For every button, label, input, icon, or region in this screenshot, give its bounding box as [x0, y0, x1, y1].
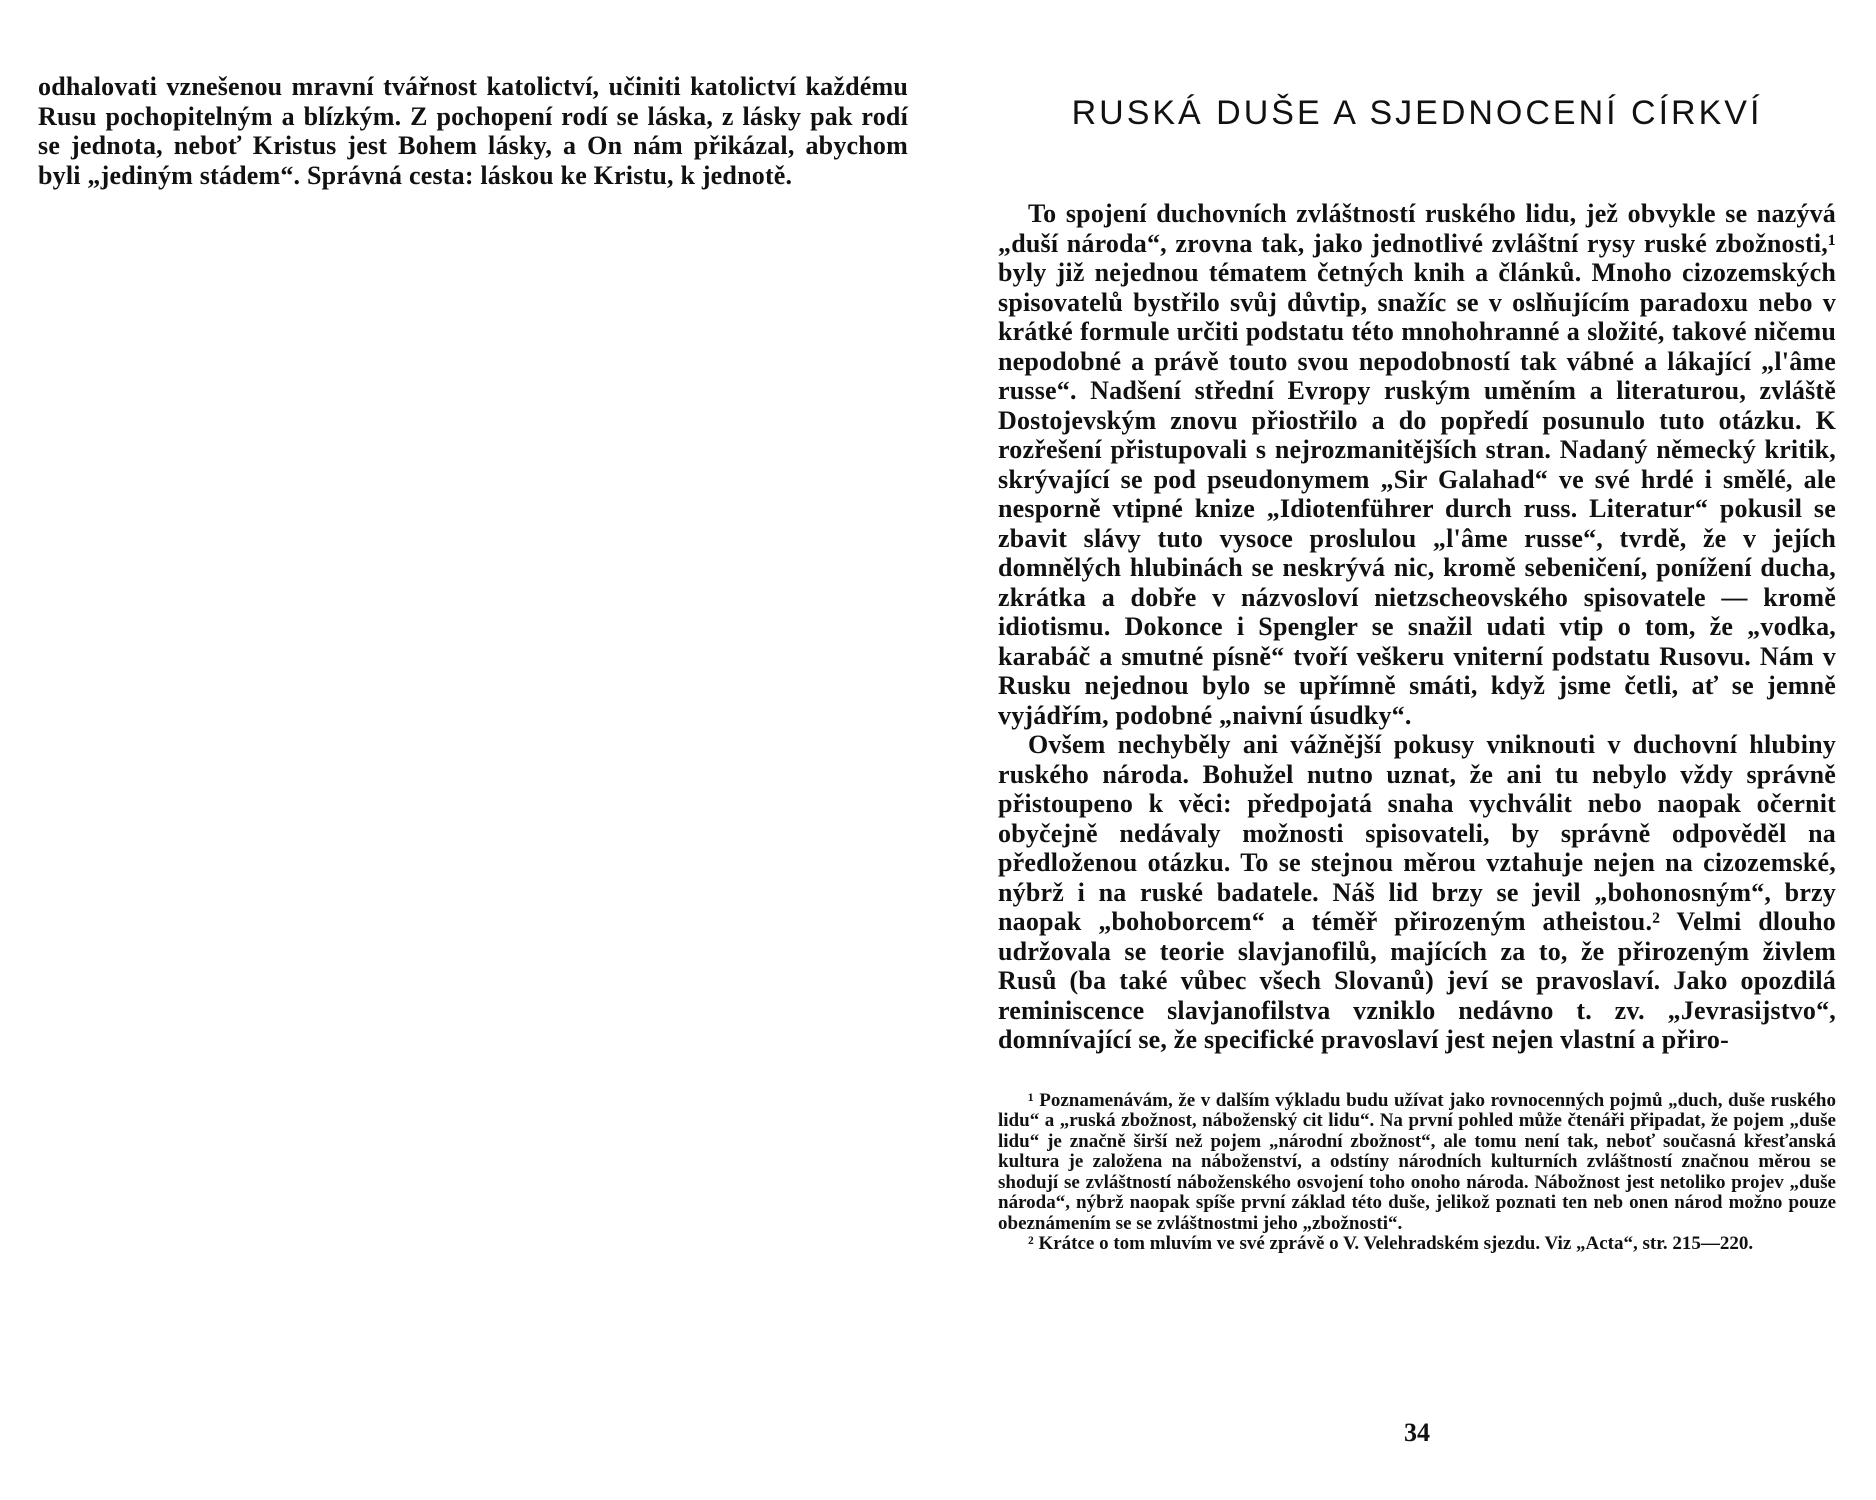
body-paragraph-1: To spojení duchovních zvláštností ruského lidu, jež obvykle se nazývá „duší národa“, zrovna tak, jako jednotlivé zvláštní rysy ruské zbožnosti,¹ byly již nejednou tématem četných knih a článků. Mnoho cizozemských spisovatelů bystřilo svůj důvtip, snažíc se v oslňujícím paradoxu nebo v krátké formule určiti podstatu této mnohohranné a složité, takové ničemu nepodobné a právě touto svou nepodobností tak vábné a lákající „l'âme russe“. Nadšení střední Evropy ruským uměním a literaturou, zvláště Dostojevským znovu přiostřilo a do popředí posunulo tuto otázku. K rozřešení přistupovali s nejrozmanitějších stran. Nadaný německý kritik, skrývající se pod pseudonymem „Sir Galahad“ ve své hrdé i smělé, ale nesporně vtipné knize „Idiotenführer durch russ. Literatur“ pokusil se zbavit slávy tuto vysoce proslulou „l'âme russe“, tvrdě, že v jejích domnělých hlubinách se neskrývá nic, kromě sebeničení, ponížení ducha, zkrátka a dobře v názvosloví nietzscheovského spisovatele — kromě idiotismu. Dokonce i Spengler se snažil udati vtip o tom, že „vodka, karabáč a smutné písně“ tvoří veškeru vniterní podstatu Rusovu. Nám v Rusku nejednou bylo se upřímně smáti, když jsme četli, ať se jemně vyjádřím, podobné „naivní úsudky“. [998, 199, 1836, 730]
left-page [38, 72, 908, 190]
body-paragraph-2: Ovšem nechyběly ani vážnější pokusy vniknouti v duchovní hlubiny ruského národa. Bohužel nutno uznat, že ani tu nebylo vždy správně přistoupeno k věci: předpojatá snaha vychválit nebo naopak očernit obyčejně nedávaly možnosti spisovateli, by správně odpověděl na předloženou otázku. To se stejnou měrou vztahuje nejen na cizozemské, nýbrž i na ruské badatele. Náš lid brzy se jevil „bohonosným“, brzy naopak „bohoborcem“ a téměř přirozeným atheistou.² Velmi dlouho udržovala se teorie slavjanofilů, majících za to, že přirozeným živlem Rusů (ba také vůbec všech Slovanů) jeví se pravoslaví. Jako opozdilá reminiscence slavjanofilstva vzniklo nedávno t. zv. „Jevrasijstvo“, domnívající se, že specifické pravoslaví jest nejen vlastní a přiro- [998, 730, 1836, 1054]
footnote-1: ¹ Poznamenávám, že v dalším výkladu budu užívat jako rovnocenných pojmů „duch, duše ruského lidu“ a „ruská zbožnost, náboženský cit lidu“. Na první pohled může čtenáři připadat, že pojem „duše lidu“ je značně širší než pojem „národní zbožnost“, ale tomu není tak, neboť současná křesťanská kultura je založena na náboženství, a odstíny národních kulturních zvláštností značnou měrou se shodují se zvláštností náboženského osvojení toho onoho národa. Nábožnost jest netoliko projev „duše národa“, nýbrž naopak spíše první základ této duše, jelikož poznati ten neb onen národ možno pouze obeznámením se se zvláštnostmi jeho „zbožnosti“. [998, 1089, 1836, 1234]
page-number: 34 [1404, 1418, 1430, 1447]
footnote-2: ² Krátce o tom mluvím ve své zprávě o V. Velehradském sjezdu. Viz „Acta“, str. 215—220. [1028, 1233, 1754, 1254]
footnotes [998, 1091, 1836, 1255]
left-page-text: odhalovati vznešenou mravní tvářnost katolictví, učiniti katolictví každému Rusu pochopitelným a blízkým. Z pochopení rodí se láska, z lásky pak rodí se jednota, neboť Kristus jest Bohem lásky, a On nám přikázal, abychom byli „jediným stádem“. Správná cesta: láskou ke Kristu, k jednotě. [38, 72, 908, 190]
right-page [998, 94, 1836, 1255]
chapter-heading: RUSKÁ DUŠE A SJEDNOCENÍ CÍRKVÍ [1071, 94, 1763, 132]
